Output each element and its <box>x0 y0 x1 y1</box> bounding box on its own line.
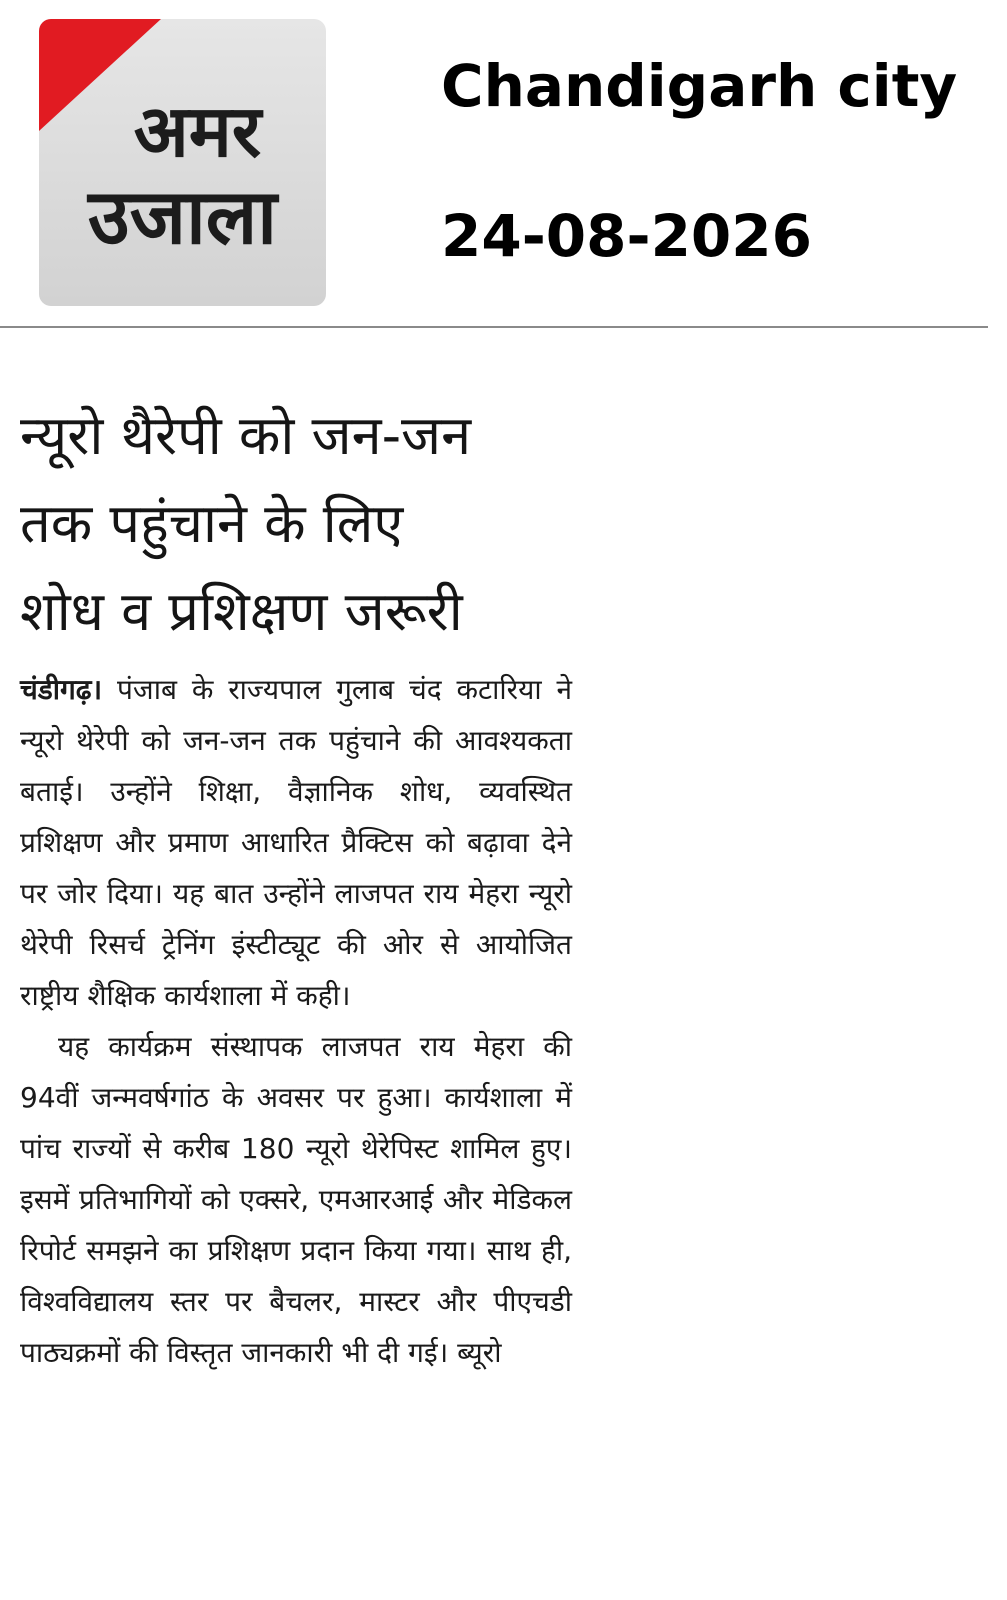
article-body <box>20 664 572 1378</box>
article-paragraph-2: यह कार्यक्रम संस्थापक लाजपत राय मेहरा की 94वीं जन्मवर्षगांठ के अवसर पर हुआ। कार्यशाला में पांच राज्यों से करीब 180 न्यूरो थेरेपिस्ट शामिल हुए। इसमें प्रतिभागियों को एक्सरे, एमआरआई और मेडिकल रिपोर्ट समझने का प्रशिक्षण प्रदान किया गया। साथ ही, विश्वविद्यालय स्तर पर बैचलर, मास्टर और पीएचडी पाठ्यक्रमों की विस्तृत जानकारी भी दी गई। ब्यूरो <box>20 1030 572 1369</box>
logo-text-line2: उजाला <box>88 172 277 261</box>
paragraph-1-text: पंजाब के राज्यपाल गुलाब चंद कटारिया ने न्यूरो थेरेपी को जन-जन तक पहुंचाने की आवश्यकता बताई। उन्होंने शिक्षा, वैज्ञानिक शोध, व्यवस्थित प्रशिक्षण और प्रमाण आधारित प्रैक्टिस को बढ़ावा देने पर जोर दिया। यह बात उन्होंने लाजपत राय मेहरा न्यूरो थेरेपी रिसर्च ट्रेनिंग इंस्टीट्यूट की ओर से आयोजित राष्ट्रीय शैक्षिक कार्यशाला में कही। <box>20 673 572 1012</box>
header-divider <box>0 326 988 328</box>
logo-text-line1: अमर <box>133 89 262 173</box>
article-paragraph-1 <box>20 664 572 1021</box>
article-headline <box>20 392 580 656</box>
article-dateline: चंडीगढ़। <box>20 673 103 706</box>
publication-date: 24-08-2026 <box>441 202 812 270</box>
newspaper-logo <box>39 19 326 306</box>
edition-label: Chandigarh city <box>441 52 958 120</box>
headline-line-2: तक पहुंचाने के लिए <box>20 492 404 555</box>
headline-line-3: शोध व प्रशिक्षण जरूरी <box>20 580 463 643</box>
headline-line-1: न्यूरो थैरेपी को जन-जन <box>20 404 472 467</box>
